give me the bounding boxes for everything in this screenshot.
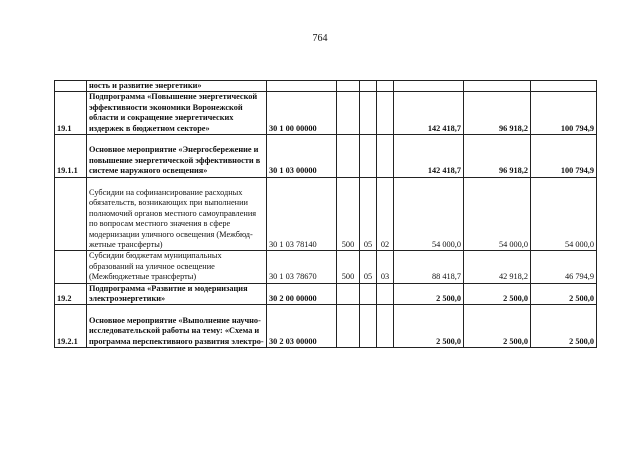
row-name-cell: Основное мероприятие «Выполнение научно-исследовательской работы на тему: «Схема и программа перспективного развития электро- — [87, 305, 267, 348]
table-row — [55, 251, 597, 283]
year1-amount-cell: 54 000,0 — [394, 177, 464, 251]
year1-amount-cell: 2 500,0 — [394, 305, 464, 348]
year3-amount-cell: 2 500,0 — [531, 305, 597, 348]
year1-amount-cell: 142 418,7 — [394, 92, 464, 135]
year3-amount-cell: 2 500,0 — [531, 283, 597, 305]
table-row — [55, 177, 597, 251]
subsection-cell: 02 — [377, 177, 394, 251]
year3-amount-cell: 100 794,9 — [531, 92, 597, 135]
section-cell — [360, 135, 377, 178]
year2-amount-cell: 96 918,2 — [464, 135, 531, 178]
subsection-cell — [377, 305, 394, 348]
year2-amount-cell: 42 918,2 — [464, 251, 531, 283]
subsection-cell: 03 — [377, 251, 394, 283]
row-name-cell: Основное мероприятие «Энергосбережение и повышение энергетической эффективности в системе наружного освещения» — [87, 135, 267, 178]
budget-table-body — [55, 81, 597, 348]
section-cell: 05 — [360, 177, 377, 251]
expense-group-cell — [337, 305, 360, 348]
year1-amount-cell — [394, 81, 464, 92]
year1-amount-cell: 2 500,0 — [394, 283, 464, 305]
year2-amount-cell: 2 500,0 — [464, 283, 531, 305]
year2-amount-cell: 96 918,2 — [464, 92, 531, 135]
expense-group-cell — [337, 92, 360, 135]
target-code-cell: 30 1 03 00000 — [267, 135, 337, 178]
section-cell — [360, 81, 377, 92]
subsection-cell — [377, 283, 394, 305]
subsection-cell — [377, 92, 394, 135]
row-number-cell: 19.2 — [55, 283, 87, 305]
budget-table — [54, 80, 597, 348]
section-cell — [360, 283, 377, 305]
target-code-cell: 30 2 00 00000 — [267, 283, 337, 305]
row-number-cell — [55, 177, 87, 251]
target-code-cell: 30 1 00 00000 — [267, 92, 337, 135]
row-number-cell: 19.2.1 — [55, 305, 87, 348]
year2-amount-cell — [464, 81, 531, 92]
year2-amount-cell: 54 000,0 — [464, 177, 531, 251]
subsection-cell — [377, 135, 394, 178]
expense-group-cell: 500 — [337, 177, 360, 251]
table-row — [55, 92, 597, 135]
year1-amount-cell: 142 418,7 — [394, 135, 464, 178]
target-code-cell — [267, 81, 337, 92]
target-code-cell: 30 1 03 78140 — [267, 177, 337, 251]
expense-group-cell — [337, 283, 360, 305]
expense-group-cell — [337, 81, 360, 92]
row-name-cell: Субсидии бюджетам муниципальных образований на уличное освещение (Межбюджетные трансферты) — [87, 251, 267, 283]
expense-group-cell — [337, 135, 360, 178]
subsection-cell — [377, 81, 394, 92]
year2-amount-cell: 2 500,0 — [464, 305, 531, 348]
page-number: 764 — [312, 33, 328, 44]
row-number-cell: 19.1 — [55, 92, 87, 135]
row-name-cell: Подпрограмма «Повышение энергетической эффективности экономики Воронежской области и сокращение энергетических издержек в бюджетном секторе» — [87, 92, 267, 135]
section-cell: 05 — [360, 251, 377, 283]
target-code-cell: 30 2 03 00000 — [267, 305, 337, 348]
year3-amount-cell: 54 000,0 — [531, 177, 597, 251]
row-name-cell: Субсидии на софинансирование расходных обязательств, возникающих при выполнении полномочий органов местного самоуправления по вопросам местного значения в сфере модернизации уличного освещения (Межбюджетные трансферты) — [87, 177, 267, 251]
table-row — [55, 305, 597, 348]
table-row — [55, 283, 597, 305]
year3-amount-cell: 100 794,9 — [531, 135, 597, 178]
row-name-cell: ность и развитие энергетики» — [87, 81, 267, 92]
table-row — [55, 81, 597, 92]
row-number-cell — [55, 251, 87, 283]
expense-group-cell: 500 — [337, 251, 360, 283]
row-name-cell: Подпрограмма «Развитие и модернизация электроэнергетики» — [87, 283, 267, 305]
section-cell — [360, 305, 377, 348]
row-number-cell — [55, 81, 87, 92]
table-row — [55, 135, 597, 178]
target-code-cell: 30 1 03 78670 — [267, 251, 337, 283]
section-cell — [360, 92, 377, 135]
year3-amount-cell: 46 794,9 — [531, 251, 597, 283]
year1-amount-cell: 88 418,7 — [394, 251, 464, 283]
year3-amount-cell — [531, 81, 597, 92]
row-number-cell: 19.1.1 — [55, 135, 87, 178]
